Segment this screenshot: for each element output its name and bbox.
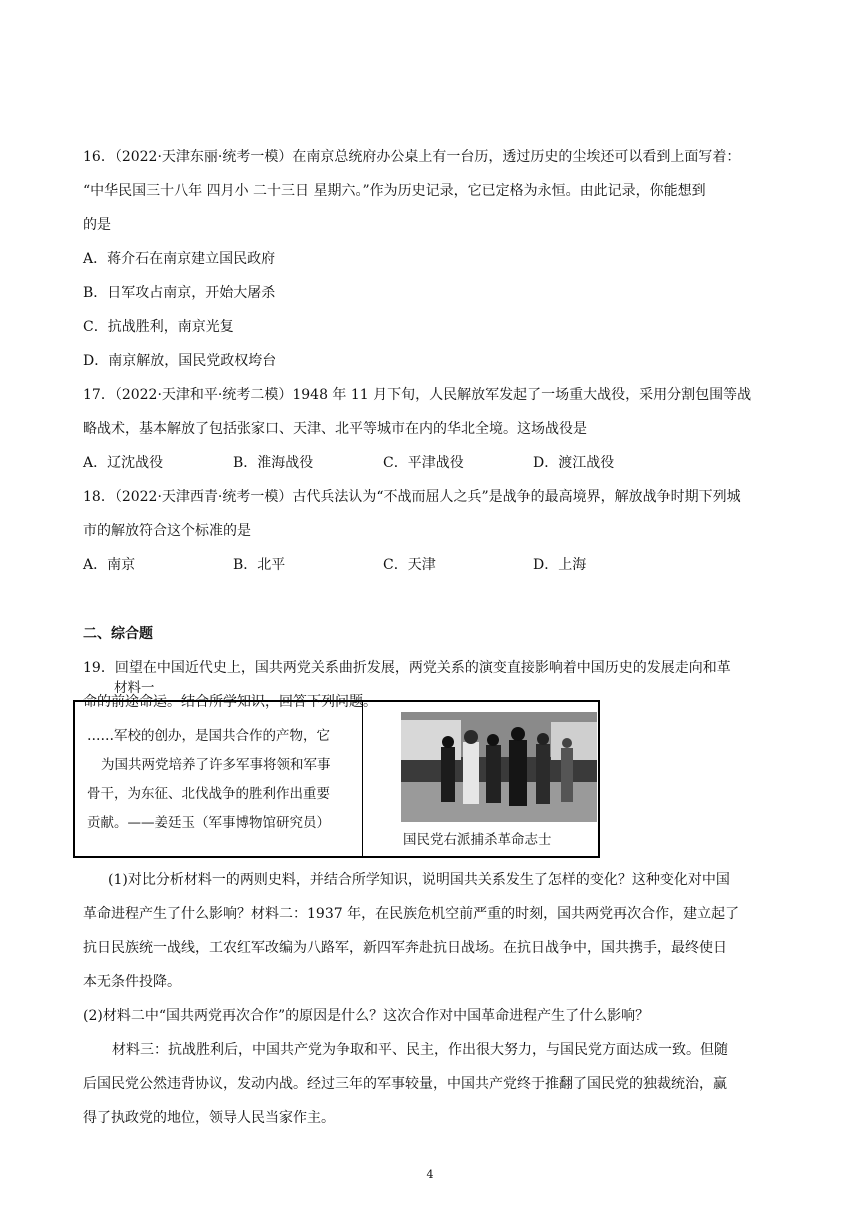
q18-option-c: C．天津 — [383, 557, 436, 573]
q16-stem-line2: “中华民国三十八年 四月小 二十三日 星期六。”作为历史记录，它已定格为永恒。由此记录，你能想到 — [83, 183, 706, 199]
q19-sub1-line2: 革命进程产生了什么影响？材料二：1937 年，在民族危机空前严重的时刻，国共两党再次合作，建立起了 — [83, 906, 740, 922]
q19-sub2: (2)材料二中“国共两党再次合作”的原因是什么？这次合作对中国革命进程产生了什么影响？ — [83, 1008, 650, 1024]
q19-material3-line3: 得了执政党的地位，领导人民当家作主。 — [83, 1110, 335, 1126]
q18-option-d: D．上海 — [533, 557, 587, 573]
q19-stem-line1: 19．回望在中国近代史上，国共两党关系曲折发展，两党关系的演变直接影响着中国历史的发展走向和革 — [83, 660, 731, 676]
material1-photo-cell — [363, 702, 598, 856]
q19-sub1-line3: 抗日民族统一战线，工农红军改编为八路军，新四军奔赴抗日战场。在抗日战争中，国共携手，最终使日 — [83, 940, 727, 956]
q19-material3-line1: 材料三：抗战胜利后，中国共产党为争取和平、民主，作出很大努力，与国民党方面达成一致。但随 — [112, 1042, 728, 1058]
material1-text-line: 为国共两党培养了许多军事将领和军事 — [101, 757, 331, 773]
q19-material3-line2: 后国民党公然违背协议，发动内战。经过三年的军事较量，中国共产党终于推翻了国民党的独裁统治，赢 — [83, 1076, 727, 1092]
q17-option-c: C．平津战役 — [383, 455, 464, 471]
q18-option-b: B．北平 — [233, 557, 286, 573]
section-title: 二、综合题 — [83, 626, 153, 642]
material1-text-line: 贡献。——姜廷玉（军事博物馆研究员） — [87, 815, 330, 831]
material1-text-line: 骨干，为东征、北伐战争的胜利作出重要 — [87, 786, 330, 802]
photo-caption: 国民党右派捕杀革命志士 — [403, 832, 552, 848]
material1-table — [73, 700, 600, 858]
q17-option-d: D．渡江战役 — [533, 455, 615, 471]
material1-label: 材料一 — [114, 680, 155, 696]
q18-stem-line2: 市的解放符合这个标准的是 — [83, 523, 251, 539]
material1-text-cell — [75, 702, 363, 856]
q17-option-b: B．淮海战役 — [233, 455, 314, 471]
q17-option-a: A．辽沈战役 — [83, 455, 164, 471]
historical-photo — [401, 712, 597, 822]
q16-option-c: C．抗战胜利，南京光复 — [83, 319, 234, 335]
q16-option-a: A．蒋介石在南京建立国民政府 — [83, 251, 276, 267]
q19-sub1-line1: (1)对比分析材料一的两则史料，并结合所学知识，说明国共关系发生了怎样的变化？这种变化对中国 — [108, 872, 730, 888]
material1-text-line: ……军校的创办，是国共合作的产物，它 — [87, 728, 330, 744]
q18-option-a: A．南京 — [83, 557, 136, 573]
q16-option-d: D．南京解放，国民党政权垮台 — [83, 353, 277, 369]
q17-stem-line2: 略战术，基本解放了包括张家口、天津、北平等城市在内的华北全境。这场战役是 — [83, 421, 587, 437]
q19-stem-line2: 命的前途命运。结合所学知识，回答下列问题。 — [83, 694, 377, 710]
q18-stem-line1: 18．（2022·天津西青·统考一模）古代兵法认为“不战而屈人之兵”是战争的最高境界，解放战争时期下列城 — [83, 489, 741, 505]
q18-options — [83, 555, 683, 575]
q16-stem-line3: 的是 — [83, 217, 111, 233]
page-number: 4 — [426, 1168, 434, 1181]
q19-sub1-line4: 本无条件投降。 — [83, 974, 181, 990]
q17-stem-line1: 17．（2022·天津和平·统考二模）1948 年 11 月下旬，人民解放军发起了一场重大战役，采用分割包围等战 — [83, 387, 752, 403]
q16-stem-line1: 16．（2022·天津东丽·统考一模）在南京总统府办公桌上有一台历，透过历史的尘埃还可以看到上面写着： — [83, 149, 741, 165]
q16-option-b: B．日军攻占南京，开始大屠杀 — [83, 285, 276, 301]
q17-options — [83, 453, 683, 473]
historical-photo-image — [401, 712, 597, 822]
